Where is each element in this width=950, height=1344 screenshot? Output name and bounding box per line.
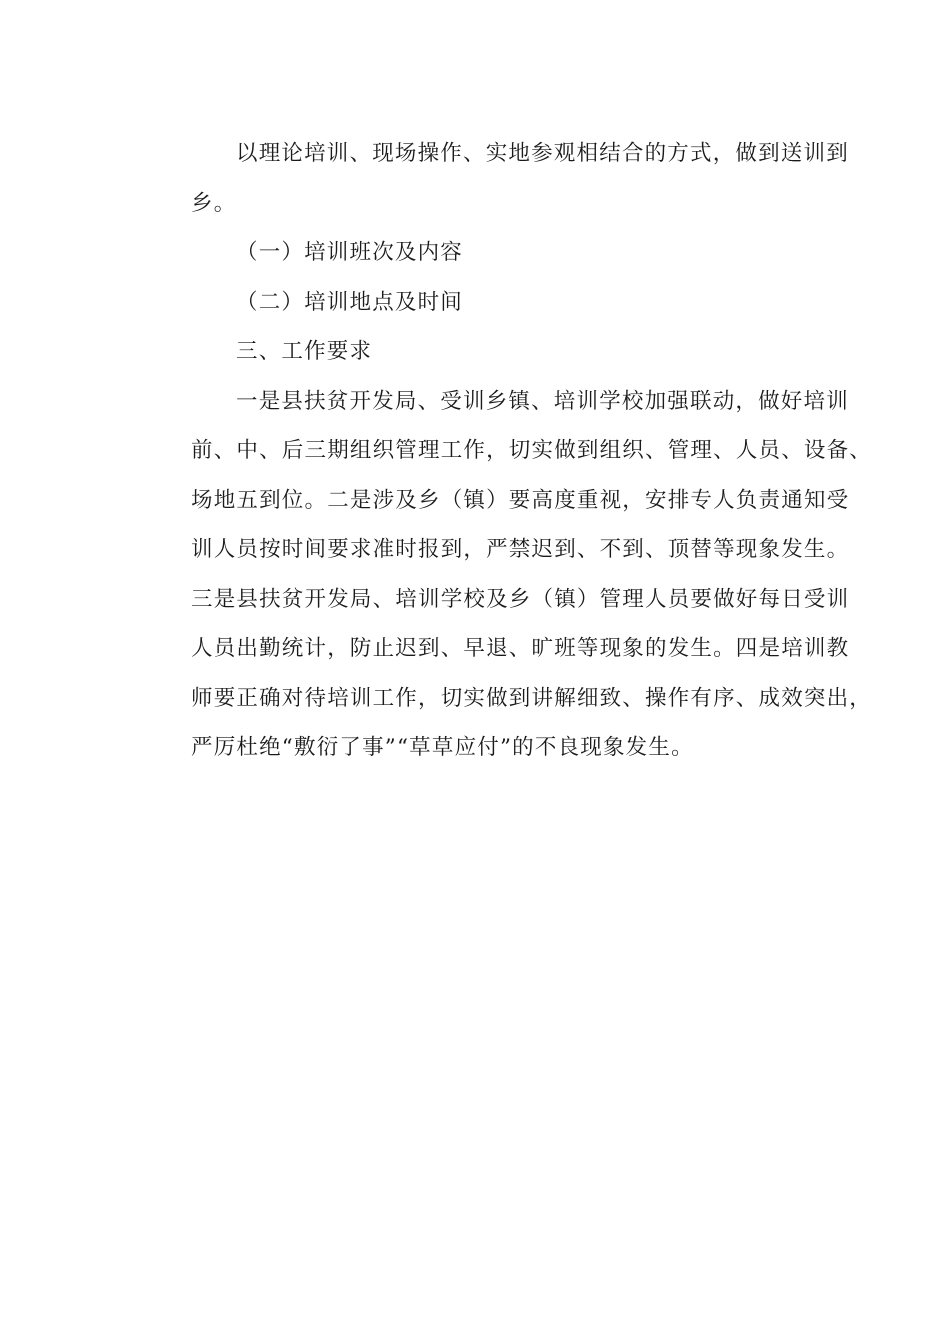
paragraph-requirements [146, 377, 873, 773]
section-heading-training-location [146, 278, 810, 328]
text-line: 训人员按时间要求准时报到，严禁迟到、不到、顶替等现象发生。 [191, 537, 850, 562]
section-heading-work-requirements [146, 327, 810, 377]
text-line: 三是县扶贫开发局、培训学校及乡（镇）管理人员要做好每日受训 [191, 586, 850, 612]
paragraph-training-method [146, 129, 849, 228]
text-line: 一是县扶贫开发局、受训乡镇、培训学校加强联动，做好培训 [236, 388, 849, 414]
text-line: 师要正确对待培训工作，切实做到讲解细致、操作有序、成效突出， [191, 685, 873, 711]
text-line: 人员出勤统计，防止迟到、早退、旷班等现象的发生。四是培训教 [191, 636, 850, 661]
document-body [146, 129, 873, 773]
text-line: 前、中、后三期组织管理工作，切实做到组织、管理、人员、设备、 [191, 438, 873, 463]
text-line: 场地五到位。二是涉及乡（镇）要高度重视，安排专人负责通知受 [191, 487, 850, 513]
text-line: 三、工作要求 [236, 339, 373, 364]
text-line: （一）培训班次及内容 [236, 240, 464, 265]
text-line: 乡。 [191, 190, 237, 216]
text-line: （二）培训地点及时间 [236, 289, 464, 315]
text-line: 以理论培训、现场操作、实地参观相结合的方式，做到送训到 [236, 141, 849, 166]
section-heading-training-classes [146, 228, 810, 278]
text-line: 严厉杜绝“敷衍了事”“草草应付”的不良现象发生。 [191, 735, 694, 760]
